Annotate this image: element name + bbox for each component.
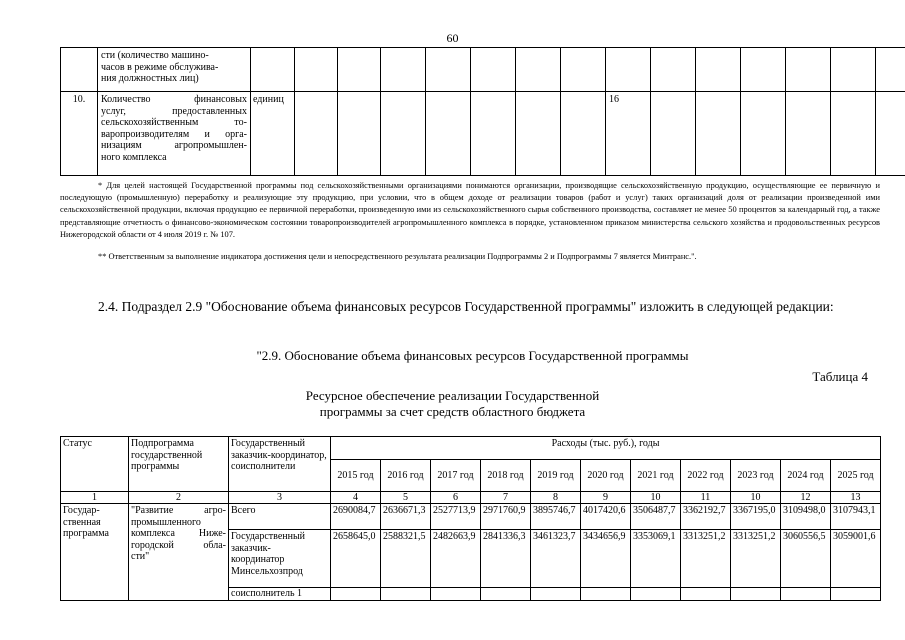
value-cell: 2527713,9 [431, 504, 481, 530]
index-cell: 10 [631, 492, 681, 504]
value-cell: 3353069,1 [631, 530, 681, 588]
customer-line: заказчик- [231, 542, 271, 554]
header-status: Статус [61, 437, 129, 492]
header-row [61, 437, 881, 460]
indicator-line: ния должностных лиц) [101, 73, 199, 84]
index-cell: 4 [331, 492, 381, 504]
subprogram-line: сти" [131, 551, 150, 562]
status-line: ственная [63, 516, 101, 528]
customer-cell: Всего [229, 504, 331, 530]
year-header: 2020 год [581, 460, 631, 492]
indicator-line: сельскохозяйственным то- [101, 117, 247, 128]
customer-line: координатор [231, 554, 285, 565]
customer-line: Минсельхозпрод [231, 565, 303, 577]
value-cell: 2971760,9 [481, 504, 531, 530]
index-cell: 5 [381, 492, 431, 504]
table-title [0, 388, 905, 420]
header-subprogram: Подпрограмма государственной программы [129, 437, 229, 492]
table-label: Таблица 4 [812, 369, 868, 384]
footnote-1: * Для целей настоящей Государственной программы под сельскохозяйственными организациями понимаются организации, производящие сельскохозяйственную продукцию, осуществляющие ее первичную и последующую (промышленную) переработку и реализующие эту продукцию, при условии, что в общем доходе от реализации товаров (работ и услуг) таких организаций доля от реализации произведенной ими сельскохозяйственной продукции, включая продукцию ее первичной переработки, произведенную ими из сельскохозяйственного сырья собственного производства, составляет не менее 50 процентов за календарный год, а также представляющие отчетность о финансово-экономическом состоянии товаропроизводителей агропромышленного комплекса в порядке, установленном приказом министерства сельского хозяйства и продовольственных ресурсов Нижегородской области от 4 июля 2019 г. № 107. [60, 181, 880, 239]
unit-cell: единиц [251, 92, 295, 176]
subprogram-line: комплекса Ниже- [131, 528, 226, 539]
table-title-line: программы за счет средств областного бюджета [319, 404, 586, 419]
value-cell [481, 588, 531, 601]
customer-line: Государственный [231, 531, 306, 542]
customer-cell [229, 530, 331, 588]
value-cell [731, 588, 781, 601]
year-header: 2023 год [731, 460, 781, 492]
value-cell [831, 588, 881, 601]
page-number: 60 [446, 31, 459, 45]
index-cell: 6 [431, 492, 481, 504]
index-cell: 11 [681, 492, 731, 504]
indicator-line: Количество финансовых [101, 94, 247, 105]
subprogram-line: городской обла- [131, 539, 226, 551]
value-cell: 3059001,6 [831, 530, 881, 588]
header-expenses: Расходы (тыс. руб.), годы [331, 437, 881, 460]
value-cell: 16 [606, 92, 651, 176]
value-cell: 2482663,9 [431, 530, 481, 588]
value-cell: 3060556,5 [781, 530, 831, 588]
index-cell: 7 [481, 492, 531, 504]
value-cell [681, 588, 731, 601]
value-cell [381, 588, 431, 601]
value-cell: 2588321,5 [381, 530, 431, 588]
index-cell: 1 [61, 492, 129, 504]
index-cell: 8 [531, 492, 581, 504]
section-heading: "2.9. Обоснование объема финансовых ресурсов Государственной программы [256, 348, 689, 363]
year-header: 2017 год [431, 460, 481, 492]
table-row [61, 92, 905, 176]
value-cell: 3367195,0 [731, 504, 781, 530]
indicator-line: низациям агропромышлен- [101, 140, 247, 151]
subprogram-cell [129, 504, 229, 601]
header-customer: Государственный заказчик-координатор, соисполнители [229, 437, 331, 492]
amendment-paragraph: 2.4. Подраздел 2.9 "Обоснование объема финансовых ресурсов Государственной программы" изложить в следующей редакции: [98, 299, 834, 314]
status-cell [61, 504, 129, 601]
value-cell: 3895746,7 [531, 504, 581, 530]
footnote-2: ** Ответственным за выполнение индикатора достижения цели и непосредственного результата реализации Подпрограммы 2 и Подпрограммы 7 является Минтранс.". [98, 252, 697, 261]
subprogram-line: "Развитие агро- [131, 505, 226, 516]
value-cell: 2636671,3 [381, 504, 431, 530]
indicators-table [60, 47, 905, 176]
value-cell: 3434656,9 [581, 530, 631, 588]
value-cell: 3107943,1 [831, 504, 881, 530]
value-cell: 2690084,7 [331, 504, 381, 530]
year-header: 2021 год [631, 460, 681, 492]
index-cell: 10 [731, 492, 781, 504]
indicator-line: услуг, предоставленных [101, 105, 247, 117]
value-cell [631, 588, 681, 601]
value-cell: 3109498,0 [781, 504, 831, 530]
value-cell: 3461323,7 [531, 530, 581, 588]
value-cell [531, 588, 581, 601]
value-cell: 4017420,6 [581, 504, 631, 530]
indicator-cell [98, 48, 251, 92]
indicator-line: сти (количество машино- [101, 50, 209, 61]
index-row [61, 492, 881, 504]
status-line: Государ- [63, 505, 100, 516]
year-header: 2022 год [681, 460, 731, 492]
year-header: 2025 год [831, 460, 881, 492]
index-cell: 13 [831, 492, 881, 504]
subprogram-line: промышленного [131, 516, 201, 528]
index-cell: 2 [129, 492, 229, 504]
value-cell: 3313251,2 [731, 530, 781, 588]
row-number: 10. [61, 92, 98, 176]
index-cell: 9 [581, 492, 631, 504]
year-header: 2024 год [781, 460, 831, 492]
year-header: 2016 год [381, 460, 431, 492]
value-cell: 3506487,7 [631, 504, 681, 530]
table-row [61, 48, 905, 92]
status-line: программа [63, 528, 109, 539]
finance-table [60, 436, 881, 601]
value-cell: 2658645,0 [331, 530, 381, 588]
value-cell: 3313251,2 [681, 530, 731, 588]
indicator-line: часов в режиме обслужива- [101, 61, 219, 73]
value-cell: 3362192,7 [681, 504, 731, 530]
indicator-line: ного комплекса [101, 151, 167, 163]
indicator-line: варопроизводителям и орга- [101, 128, 247, 140]
year-header: 2019 год [531, 460, 581, 492]
value-cell [431, 588, 481, 601]
value-cell [331, 588, 381, 601]
value-cell: 2841336,3 [481, 530, 531, 588]
customer-cell: соисполнитель 1 [229, 588, 331, 601]
year-header: 2018 год [481, 460, 531, 492]
table-row [61, 504, 881, 530]
index-cell: 3 [229, 492, 331, 504]
value-cell [581, 588, 631, 601]
value-cell [781, 588, 831, 601]
year-header: 2015 год [331, 460, 381, 492]
indicator-cell [98, 92, 251, 176]
table-title-line: Ресурсное обеспечение реализации Государственной [305, 388, 600, 403]
index-cell: 12 [781, 492, 831, 504]
